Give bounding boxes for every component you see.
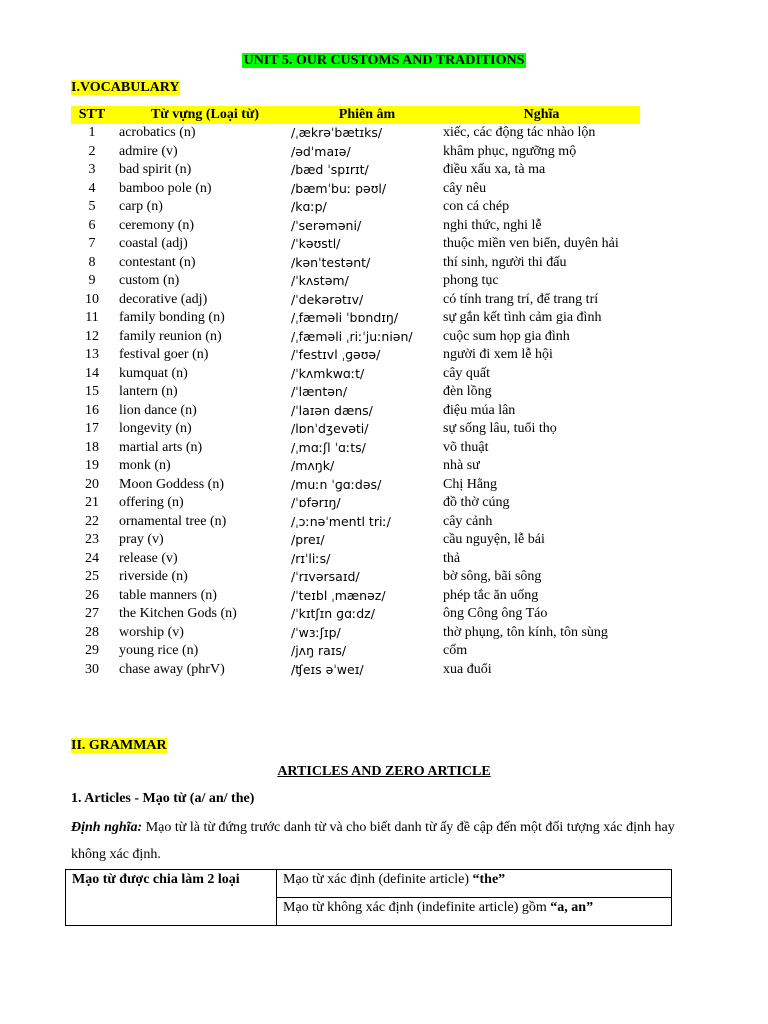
column-header-word: Từ vựng (Loại từ): [113, 106, 291, 124]
vocab-word: bad spirit (n): [119, 162, 192, 178]
vocab-number: 19: [85, 458, 99, 474]
article-table-row: [66, 870, 672, 898]
vocab-number: 8: [88, 254, 96, 270]
vocab-pronunciation: /jʌŋ raɪs/: [291, 643, 347, 659]
vocab-pronunciation: /mʌŋk/: [291, 458, 335, 474]
vocab-meaning: có tính trang trí, để trang trí: [443, 291, 599, 307]
vocab-meaning: thờ phụng, tôn kính, tôn sùng: [443, 624, 608, 640]
table-row: [71, 642, 640, 661]
table-row: [71, 272, 640, 291]
unit-title: [0, 52, 768, 70]
table-row: [71, 531, 640, 550]
vocab-pronunciation: /ʧeɪs əˈweɪ/: [291, 661, 364, 677]
vocab-pronunciation: /ˌfæməli ˌriːˈjuːniən/: [291, 328, 413, 344]
vocab-number: 30: [85, 661, 99, 677]
vocab-pronunciation: /ˈkɪtʃɪn ɡɑːdz/: [291, 606, 375, 622]
indefinite-article-cell: [277, 898, 672, 926]
table-row: [71, 254, 640, 273]
table-row: [71, 365, 640, 384]
vocab-meaning: ông Công ông Táo: [443, 606, 548, 622]
vocab-number: 17: [85, 421, 99, 437]
vocab-pronunciation: /preɪ/: [291, 532, 325, 548]
vocab-number: 20: [85, 476, 99, 492]
vocab-meaning: võ thuật: [443, 439, 489, 455]
table-row: [71, 291, 640, 310]
vocab-word: pray (v): [119, 532, 164, 548]
vocab-pronunciation: /kənˈtestənt/: [291, 254, 371, 270]
vocab-meaning: xua đuổi: [443, 661, 492, 677]
vocab-meaning: điều xấu xa, tà ma: [443, 162, 546, 178]
vocab-pronunciation: /lɒnˈdʒevəti/: [291, 421, 369, 437]
vocab-meaning: phong tục: [443, 273, 499, 289]
vocab-meaning: thuộc miền ven biển, duyên hải: [443, 236, 619, 252]
vocab-pronunciation: /ˌfæməli ˈbɒndɪŋ/: [291, 310, 399, 326]
vocab-number: 11: [85, 310, 99, 326]
vocab-word: ceremony (n): [119, 217, 195, 233]
table-row: [71, 605, 640, 624]
vocab-pronunciation: /kɑːp/: [291, 199, 327, 215]
vocab-number: 3: [88, 162, 96, 178]
vocab-number: 2: [88, 143, 96, 159]
vocab-number: 10: [85, 291, 99, 307]
indefinite-article-text: Mạo từ không xác định (indefinite article) gồm: [283, 900, 551, 915]
vocab-meaning: sự sống lâu, tuổi thọ: [443, 421, 557, 437]
vocab-pronunciation: /muːn ˈɡɑːdəs/: [291, 476, 382, 492]
vocab-word: lion dance (n): [119, 402, 197, 418]
vocab-meaning: cây quất: [443, 365, 491, 381]
vocab-word: lantern (n): [119, 384, 178, 400]
vocab-number: 6: [88, 217, 96, 233]
table-row: [71, 309, 640, 328]
vocab-pronunciation: /ˈlaɪən dæns/: [291, 402, 373, 418]
table-row: [71, 346, 640, 365]
vocab-number: 5: [88, 199, 96, 215]
vocab-meaning: người đi xem lễ hội: [443, 347, 553, 363]
vocab-word: kumquat (n): [119, 365, 188, 381]
vocab-word: offering (n): [119, 495, 184, 511]
vocab-word: contestant (n): [119, 254, 196, 270]
vocab-word: acrobatics (n): [119, 125, 196, 141]
table-row: [71, 180, 640, 199]
vocab-number: 4: [88, 180, 96, 196]
vocab-pronunciation: /rɪˈliːs/: [291, 550, 331, 566]
vocab-word: table manners (n): [119, 587, 217, 603]
definite-article-cell: [277, 870, 672, 898]
articles-subheading: 1. Articles - Mạo từ (a/ an/ the): [71, 791, 255, 806]
vocab-word: festival goer (n): [119, 347, 209, 363]
vocab-pronunciation: /ˌækrəˈbætɪks/: [291, 125, 383, 141]
table-row: [71, 328, 640, 347]
table-row: [71, 476, 640, 495]
vocab-meaning: xiếc, các động tác nhào lộn: [443, 125, 596, 141]
table-row: [71, 143, 640, 162]
table-row: [71, 383, 640, 402]
table-row: [71, 624, 640, 643]
vocab-number: 26: [85, 587, 99, 603]
vocab-word: the Kitchen Gods (n): [119, 606, 237, 622]
vocab-pronunciation: /ədˈmaɪə/: [291, 143, 351, 159]
article-types-table: [65, 869, 672, 926]
vocab-pronunciation: /ˈlæntən/: [291, 384, 348, 400]
vocab-number: 7: [88, 236, 96, 252]
table-row: [71, 198, 640, 217]
vocab-number: 13: [85, 347, 99, 363]
vocab-meaning: bờ sông, bãi sông: [443, 569, 542, 585]
table-row: [71, 457, 640, 476]
vocab-pronunciation: /ˈkʌmkwɑːt/: [291, 365, 365, 381]
table-row: [71, 161, 640, 180]
vocab-word: Moon Goddess (n): [119, 476, 224, 492]
vocab-meaning: khâm phục, ngưỡng mộ: [443, 143, 577, 159]
vocab-pronunciation: /ˌɔːnəˈmentl triː/: [291, 513, 391, 529]
definition-text: Mạo từ là từ đứng trước danh từ và cho biết danh từ ấy đề cập đến một đối tượng xác định hay không xác định.: [71, 820, 675, 862]
vocab-pronunciation: /ˈfestɪvl ˌɡəʊə/: [291, 347, 381, 363]
vocab-word: ornamental tree (n): [119, 513, 227, 529]
vocab-number: 23: [85, 532, 99, 548]
vocab-word: young rice (n): [119, 643, 199, 659]
vocab-meaning: nghi thức, nghi lễ: [443, 217, 542, 233]
vocab-number: 28: [85, 624, 99, 640]
vocab-meaning: Chị Hằng: [443, 476, 498, 492]
vocab-meaning: cầu nguyện, lễ bái: [443, 532, 545, 548]
vocab-meaning: cuộc sum họp gia đình: [443, 328, 570, 344]
vocab-pronunciation: /ˈɒfərɪŋ/: [291, 495, 341, 511]
vocabulary-heading-text: I.VOCABULARY: [71, 80, 180, 95]
vocab-pronunciation: /ˈdekərətɪv/: [291, 291, 364, 307]
vocab-meaning: con cá chép: [443, 199, 510, 215]
vocab-pronunciation: /bæd ˈspɪrɪt/: [291, 162, 369, 178]
table-row: [71, 661, 640, 680]
vocab-word: bamboo pole (n): [119, 180, 212, 196]
vocab-word: longevity (n): [119, 421, 192, 437]
table-row: [71, 402, 640, 421]
vocab-meaning: thí sinh, người thi đấu: [443, 254, 567, 270]
table-row: [71, 439, 640, 458]
vocab-number: 22: [85, 513, 99, 529]
vocab-number: 14: [85, 365, 99, 381]
vocab-number: 1: [88, 125, 96, 141]
vocab-word: family reunion (n): [119, 328, 222, 344]
vocab-meaning: đèn lồng: [443, 384, 492, 400]
vocab-meaning: điệu múa lân: [443, 402, 516, 418]
vocab-meaning: sự gắn kết tình cảm gia đình: [443, 310, 602, 326]
vocab-word: coastal (adj): [119, 236, 188, 252]
vocab-number: 24: [85, 550, 99, 566]
vocabulary-heading: [71, 79, 180, 97]
vocab-number: 29: [85, 643, 99, 659]
definition-term: Định nghĩa:: [71, 820, 143, 835]
table-row: [71, 420, 640, 439]
vocabulary-table-body: [71, 124, 640, 679]
indefinite-article-example: “a, an”: [550, 900, 594, 915]
vocab-number: 15: [85, 384, 99, 400]
vocab-number: 27: [85, 606, 99, 622]
vocab-meaning: cốm: [443, 643, 468, 659]
vocab-number: 18: [85, 439, 99, 455]
vocab-meaning: cây cảnh: [443, 513, 493, 529]
vocabulary-header-row: [71, 106, 640, 124]
vocab-word: admire (v): [119, 143, 178, 159]
vocab-word: family bonding (n): [119, 310, 225, 326]
vocab-meaning: đồ thờ cúng: [443, 495, 510, 511]
vocab-word: chase away (phrV): [119, 661, 225, 677]
vocab-word: monk (n): [119, 458, 171, 474]
articles-title: ARTICLES AND ZERO ARTICLE: [277, 764, 491, 779]
vocab-number: 16: [85, 402, 99, 418]
vocab-word: custom (n): [119, 273, 180, 289]
vocab-number: 25: [85, 569, 99, 585]
table-row: [71, 235, 640, 254]
vocab-word: release (v): [119, 550, 178, 566]
column-header-meaning: Nghĩa: [443, 106, 640, 124]
unit-title-text: UNIT 5. OUR CUSTOMS AND TRADITIONS: [243, 53, 525, 68]
vocab-pronunciation: /ˈkʌstəm/: [291, 273, 349, 289]
vocab-word: worship (v): [119, 624, 184, 640]
vocab-word: martial arts (n): [119, 439, 203, 455]
table-row: [71, 550, 640, 569]
definition-paragraph: [71, 814, 711, 868]
table-row: [71, 587, 640, 606]
article-types-label: Mạo từ được chia làm 2 loại: [66, 870, 277, 926]
vocab-word: decorative (adj): [119, 291, 208, 307]
vocab-pronunciation: /ˈwɜːʃɪp/: [291, 624, 341, 640]
grammar-heading-text: II. GRAMMAR: [71, 738, 167, 753]
column-header-pronunciation: Phiên âm: [291, 106, 443, 124]
definite-article-example: “the”: [472, 872, 506, 887]
vocab-pronunciation: /ˈkəʊstl/: [291, 236, 341, 252]
vocab-pronunciation: /ˈserəməni/: [291, 217, 362, 233]
table-row: [71, 494, 640, 513]
vocab-meaning: nhà sư: [443, 458, 480, 474]
definite-article-text: Mạo từ xác định (definite article): [283, 872, 473, 887]
table-row: [71, 217, 640, 236]
table-row: [71, 124, 640, 143]
vocab-pronunciation: /ˌmɑːʃl ˈɑːts/: [291, 439, 366, 455]
vocab-pronunciation: /ˈteɪbl ˌmænəz/: [291, 587, 386, 603]
grammar-heading: [71, 737, 167, 755]
vocab-number: 21: [85, 495, 99, 511]
vocab-number: 12: [85, 328, 99, 344]
vocabulary-table: [71, 106, 640, 679]
vocab-meaning: thả: [443, 550, 461, 566]
vocab-word: riverside (n): [119, 569, 188, 585]
vocab-meaning: phép tắc ăn uống: [443, 587, 539, 603]
vocab-meaning: cây nêu: [443, 180, 487, 196]
table-row: [71, 513, 640, 532]
vocab-number: 9: [88, 273, 96, 289]
vocab-pronunciation: /bæmˈbuː pəʊl/: [291, 180, 387, 196]
vocab-pronunciation: /ˈrɪvərsaɪd/: [291, 569, 360, 585]
column-header-stt: STT: [71, 106, 113, 124]
table-row: [71, 568, 640, 587]
vocab-word: carp (n): [119, 199, 163, 215]
